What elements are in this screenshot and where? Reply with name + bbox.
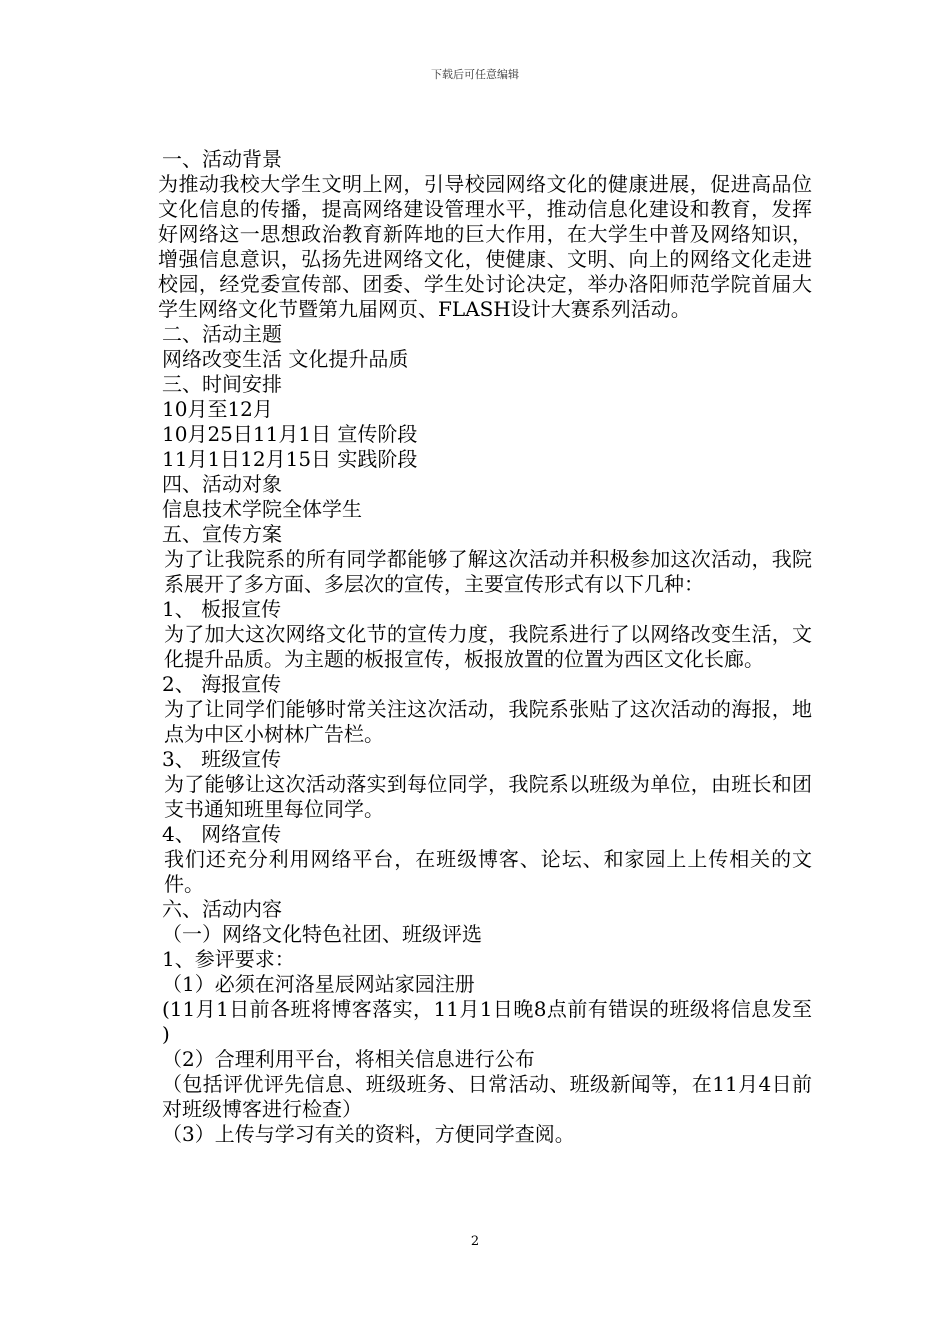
requirement-1-note: (11月1日前各班将博客落实，11月1日晚8点前有错误的班级将信息发至 )	[162, 997, 812, 1046]
publicity-2-paragraph: 为了让同学们能够时常关注这次活动，我院系张贴了这次活动的海报，地点为中区小树林广告栏。	[164, 697, 812, 746]
requirement-1: （1）必须在河洛星辰网站家园注册	[162, 972, 475, 996]
requirement-2: （2）合理利用平台，将相关信息进行公布	[162, 1047, 535, 1071]
section-2-text: 网络改变生活 文化提升品质	[162, 347, 409, 371]
schedule-line-1: 10月至12月	[162, 397, 273, 421]
document-body	[144, 147, 812, 1147]
section-1-paragraph: 为推动我校大学生文明上网，引导校园网络文化的健康进展，促进高品位文化信息的传播，提高网络建设管理水平，推动信息化建设和教育，发挥好网络这一思想政治教育新阵地的巨大作用，在大学生中普及网络知识，增强信息意识，弘扬先进网络文化，使健康、文明、向上的网络文化走进校园，经党委宣传部、团委、学生处讨论决定，举办洛阳师范学院首届大学生网络文化节暨第九届网页、FLASH设计大赛系列活动。	[158, 172, 812, 321]
section-2-heading: 二、活动主题	[162, 322, 282, 346]
section-3-heading: 三、时间安排	[162, 372, 282, 396]
requirement-2-note: （包括评优评先信息、班级班务、日常活动、班级新闻等，在11月4日前对班级博客进行检查）	[162, 1072, 812, 1121]
section-5-heading: 五、宣传方案	[162, 522, 282, 546]
section-6-heading: 六、活动内容	[162, 897, 282, 921]
publicity-4-heading: 4、 网络宣传	[162, 822, 282, 846]
section-4-heading: 四、活动对象	[162, 472, 282, 496]
publicity-1-paragraph: 为了加大这次网络文化节的宣传力度，我院系进行了以网络改变生活，文化提升品质。为主题的板报宣传，板报放置的位置为西区文化长廊。	[164, 622, 812, 671]
schedule-line-2: 10月25日11月1日 宣传阶段	[162, 422, 418, 446]
publicity-3-heading: 3、 班级宣传	[162, 747, 282, 771]
section-1-heading: 一、活动背景	[162, 147, 282, 171]
publicity-3-paragraph: 为了能够让这次活动落实到每位同学，我院系以班级为单位，由班长和团支书通知班里每位同学。	[164, 772, 812, 821]
publicity-4-paragraph: 我们还充分利用网络平台，在班级博客、论坛、和家园上上传相关的文件。	[164, 847, 812, 896]
requirements-heading: 1、参评要求：	[162, 947, 295, 971]
section-6-subheading: （一）网络文化特色社团、班级评选	[162, 922, 482, 946]
section-5-paragraph: 为了让我院系的所有同学都能够了解这次活动并积极参加这次活动，我院系展开了多方面、多层次的宣传，主要宣传形式有以下几种：	[164, 547, 812, 596]
page-number: 2	[470, 1234, 480, 1249]
publicity-2-heading: 2、 海报宣传	[162, 672, 282, 696]
requirement-3: （3）上传与学习有关的资料，方便同学查阅。	[162, 1122, 575, 1146]
publicity-1-heading: 1、 板报宣传	[162, 597, 282, 621]
schedule-line-3: 11月1日12月15日 实践阶段	[162, 447, 418, 471]
page-header: 下载后可任意编辑	[431, 68, 519, 81]
section-4-text: 信息技术学院全体学生	[162, 497, 362, 521]
